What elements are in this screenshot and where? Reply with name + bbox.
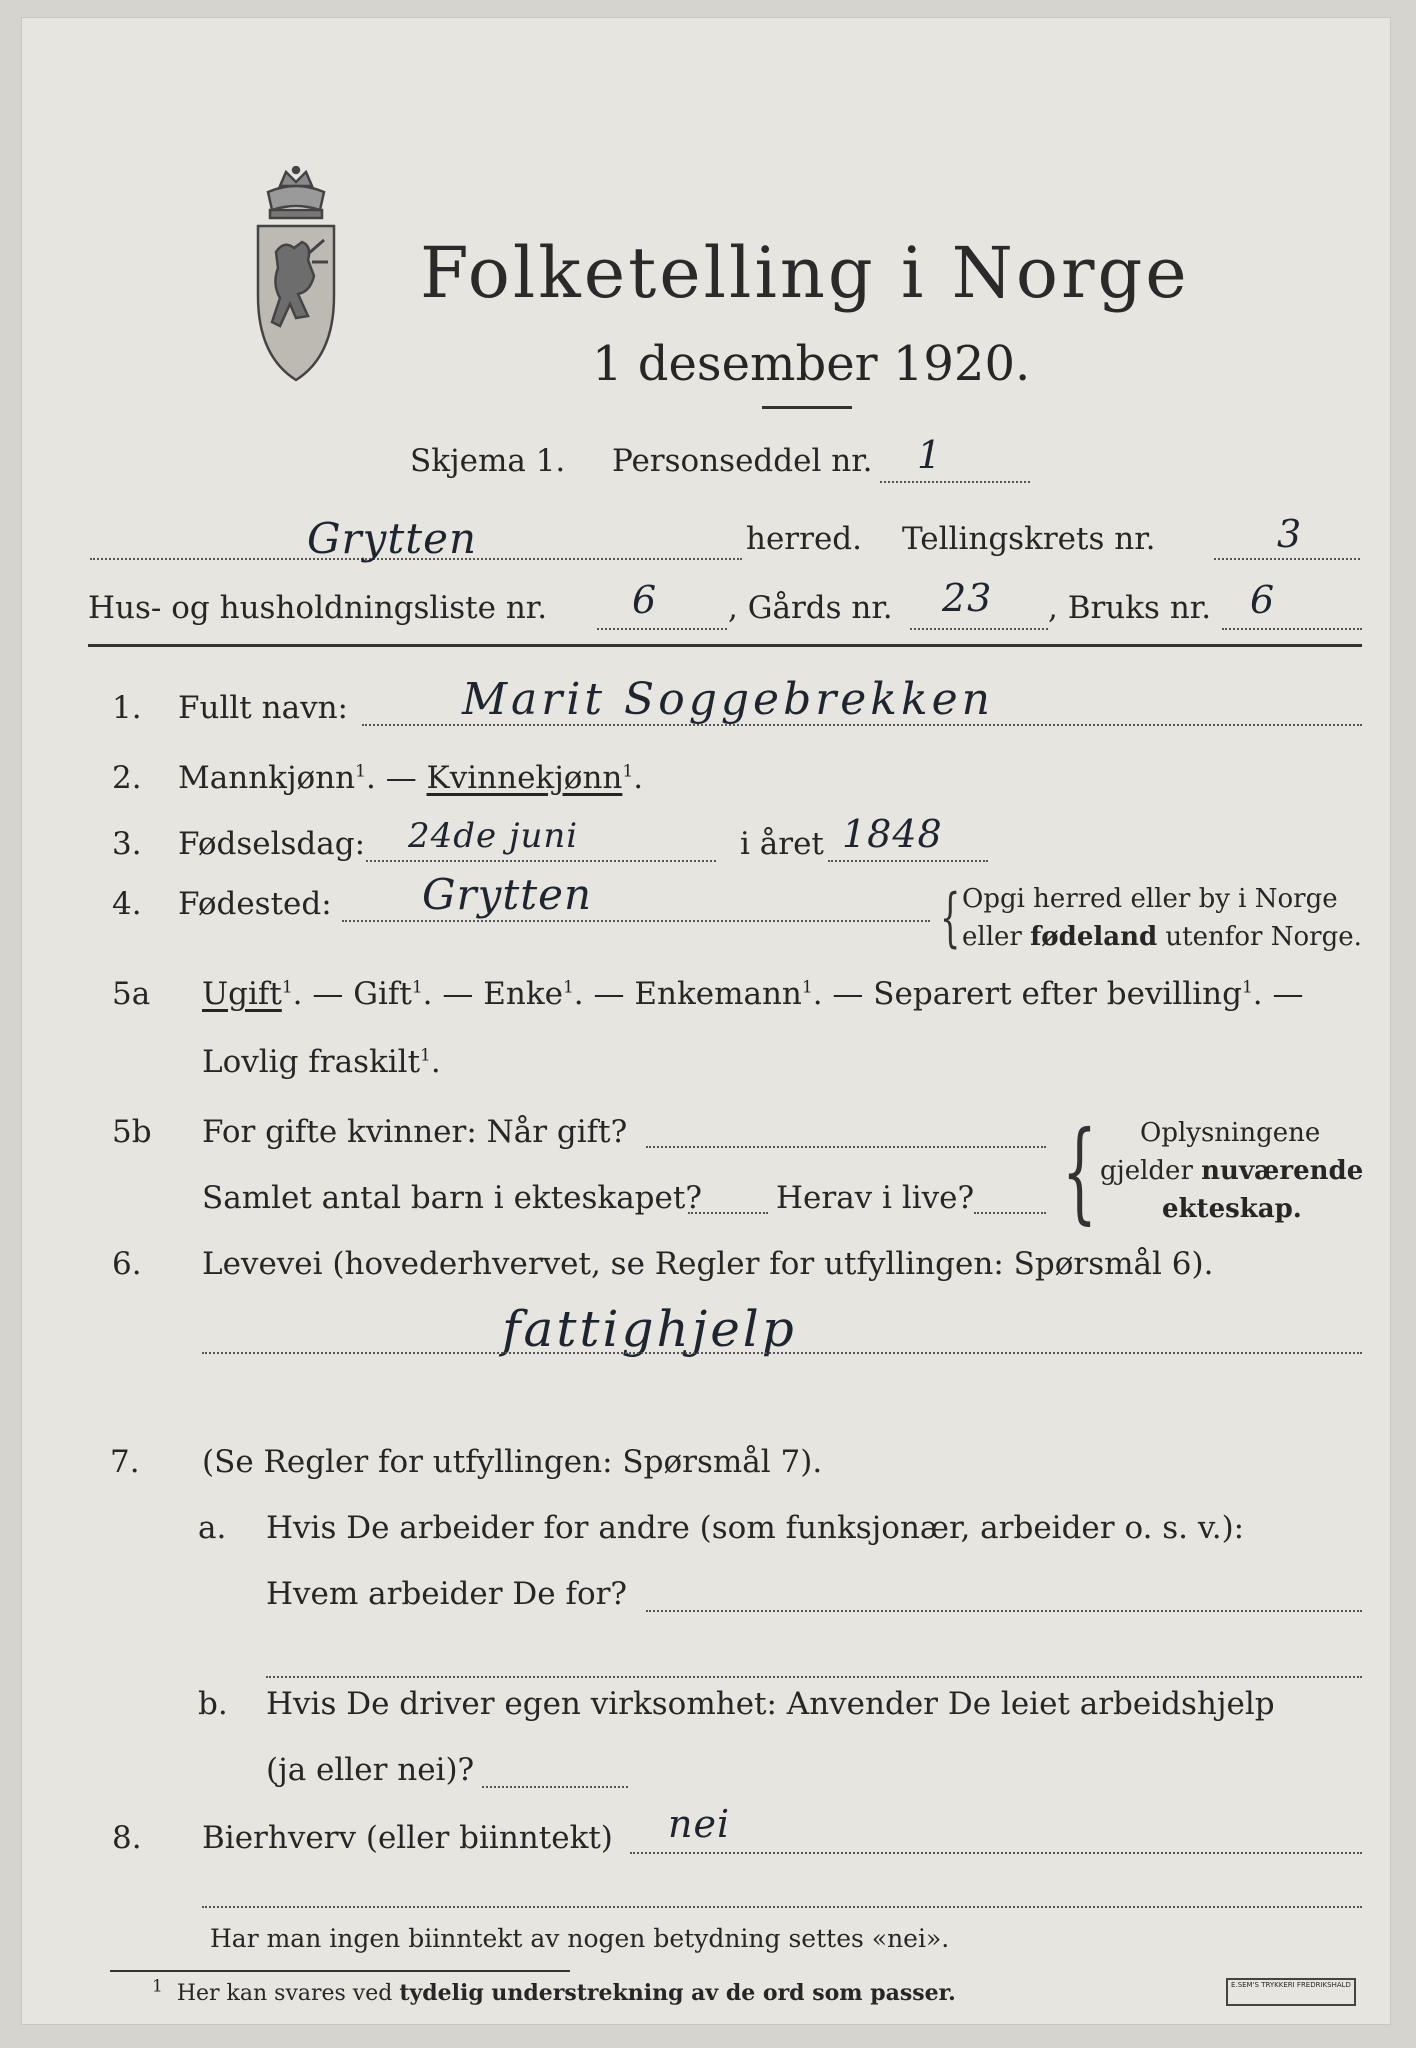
q5a-number: 5a [112, 976, 151, 1012]
marital-unmarried-option[interactable]: Ugift [202, 976, 282, 1012]
herred-label: herred. [746, 521, 862, 557]
footnote: $^1$ Her kan svares ved tydelig understrekning av de ord som passer. [152, 1976, 956, 2006]
employer-field-2[interactable] [266, 1676, 1362, 1678]
marital-separated-option[interactable]: Separert efter bevilling [873, 976, 1242, 1012]
q3-label: Fødselsdag: [178, 826, 366, 862]
q8-label: Bierhverv (eller biinntekt) [202, 1820, 613, 1856]
bruks-field[interactable] [1222, 628, 1362, 630]
side-income-value: nei [668, 1802, 731, 1846]
census-date: 1 desember 1920. [592, 336, 1031, 392]
tellingskrets-value: 3 [1277, 512, 1303, 556]
side-income-field-2[interactable] [202, 1906, 1362, 1908]
birthdate-value: 24de juni [408, 816, 579, 856]
gender-options: Mannkjønn$^1$. — Kvinnekjønn$^1$. [178, 760, 644, 796]
gards-field[interactable] [910, 628, 1048, 630]
marital-divorced-line: Lovlig fraskilt$^1$. [202, 1044, 441, 1080]
full-name-value: Marit Soggebrekken [462, 674, 995, 725]
birthplace-note-brace: { [940, 881, 961, 955]
birthplace-field[interactable] [342, 920, 930, 922]
children-label: Samlet antal barn i ekteskapet? [202, 1180, 702, 1216]
form-title: Folketelling i Norge [420, 232, 1190, 314]
alive-label: Herav i live? [776, 1180, 975, 1216]
children-field[interactable] [688, 1212, 768, 1214]
coat-of-arms-icon [250, 166, 342, 386]
alive-field[interactable] [974, 1212, 1046, 1214]
birthyear-field[interactable] [828, 860, 988, 862]
bruks-value: 6 [1250, 578, 1276, 622]
birthplace-note-1: Opgi herred eller by i Norge [962, 884, 1338, 914]
q4-label: Fødested: [178, 886, 332, 922]
q7b-number: b. [198, 1686, 228, 1722]
birthplace-note-2: eller fødeland utenfor Norge. [962, 922, 1362, 952]
birthyear-value: 1848 [842, 812, 943, 856]
q7-number: 7. [110, 1444, 140, 1480]
schema-label: Skjema 1. [410, 443, 566, 479]
gards-label: , Gårds nr. [728, 590, 893, 626]
occupation-value: fattighjelp [502, 1300, 797, 1358]
q7a-line2: Hvem arbeider De for? [266, 1576, 628, 1612]
occupation-field[interactable] [202, 1352, 1362, 1354]
q6-label: Levevei (hovederhvervet, se Regler for utfyllingen: Spørsmål 6). [202, 1246, 1214, 1282]
q6-number: 6. [112, 1246, 142, 1282]
married-when-label: For gifte kvinner: Når gift? [202, 1114, 628, 1150]
marriage-note-1: Oplysningene [1140, 1118, 1321, 1148]
q1-number: 1. [112, 690, 142, 726]
tellingskrets-label: Tellingskrets nr. [902, 521, 1156, 557]
hus-value: 6 [632, 578, 658, 622]
q7a-number: a. [198, 1510, 227, 1546]
title-divider [762, 406, 852, 409]
birthplace-value: Grytten [422, 870, 593, 919]
marital-widower-option[interactable]: Enkemann [634, 976, 802, 1012]
q7-label: (Se Regler for utfyllingen: Spørsmål 7). [202, 1444, 823, 1480]
gards-value: 23 [942, 576, 993, 620]
header-divider [88, 644, 1362, 647]
gender-male-option[interactable]: Mannkjønn [178, 760, 356, 796]
personseddel-field[interactable] [880, 481, 1030, 483]
hus-field[interactable] [597, 628, 727, 630]
side-income-note: Har man ingen biinntekt av nogen betydning settes «nei». [210, 1924, 950, 1953]
personseddel-label: Personseddel nr. [612, 443, 873, 479]
q8-number: 8. [112, 1820, 142, 1856]
q1-label: Fullt navn: [178, 690, 348, 726]
tellingskrets-field[interactable] [1214, 558, 1360, 560]
q4-number: 4. [112, 886, 142, 922]
side-income-field[interactable] [630, 1852, 1362, 1854]
marital-divorced-option[interactable]: Lovlig fraskilt [202, 1044, 421, 1080]
birthyear-label: i året [740, 826, 824, 862]
married-when-field[interactable] [646, 1146, 1046, 1148]
marital-married-option[interactable]: Gift [353, 976, 412, 1012]
q2-number: 2. [112, 760, 142, 796]
q7a-line1: Hvis De arbeider for andre (som funksjonær, arbeider o. s. v.): [266, 1510, 1245, 1546]
herred-value: Grytten [307, 514, 478, 563]
printer-stamp: E.SEM'S TRYKKERI FREDRIKSHALD [1226, 1978, 1356, 2006]
marital-options: Ugift$^1$. — Gift$^1$. — Enke$^1$. — Enkemann$^1$. — Separert efter bevilling$^1$. — [202, 976, 1304, 1012]
census-form [22, 18, 1390, 2024]
q7b-line1: Hvis De driver egen virksomhet: Anvender De leiet arbeidshjelp [266, 1686, 1275, 1722]
q3-number: 3. [112, 826, 142, 862]
bruks-label: , Bruks nr. [1048, 590, 1212, 626]
personseddel-value: 1 [917, 433, 943, 477]
marriage-note-brace: { [1062, 1107, 1097, 1235]
marital-widow-option[interactable]: Enke [483, 976, 563, 1012]
footnote-divider [110, 1970, 570, 1972]
hus-label: Hus- og husholdningsliste nr. [88, 590, 548, 626]
q7b-line2: (ja eller nei)? [266, 1752, 475, 1788]
birthdate-field[interactable] [366, 860, 716, 862]
employer-field[interactable] [646, 1610, 1362, 1612]
hired-help-field[interactable] [482, 1786, 628, 1788]
marriage-note-3: ekteskap. [1162, 1194, 1302, 1224]
q5b-number: 5b [112, 1114, 152, 1150]
marriage-note-2: gjelder nuværende [1100, 1156, 1364, 1186]
gender-female-option[interactable]: Kvinnekjønn [426, 760, 623, 796]
